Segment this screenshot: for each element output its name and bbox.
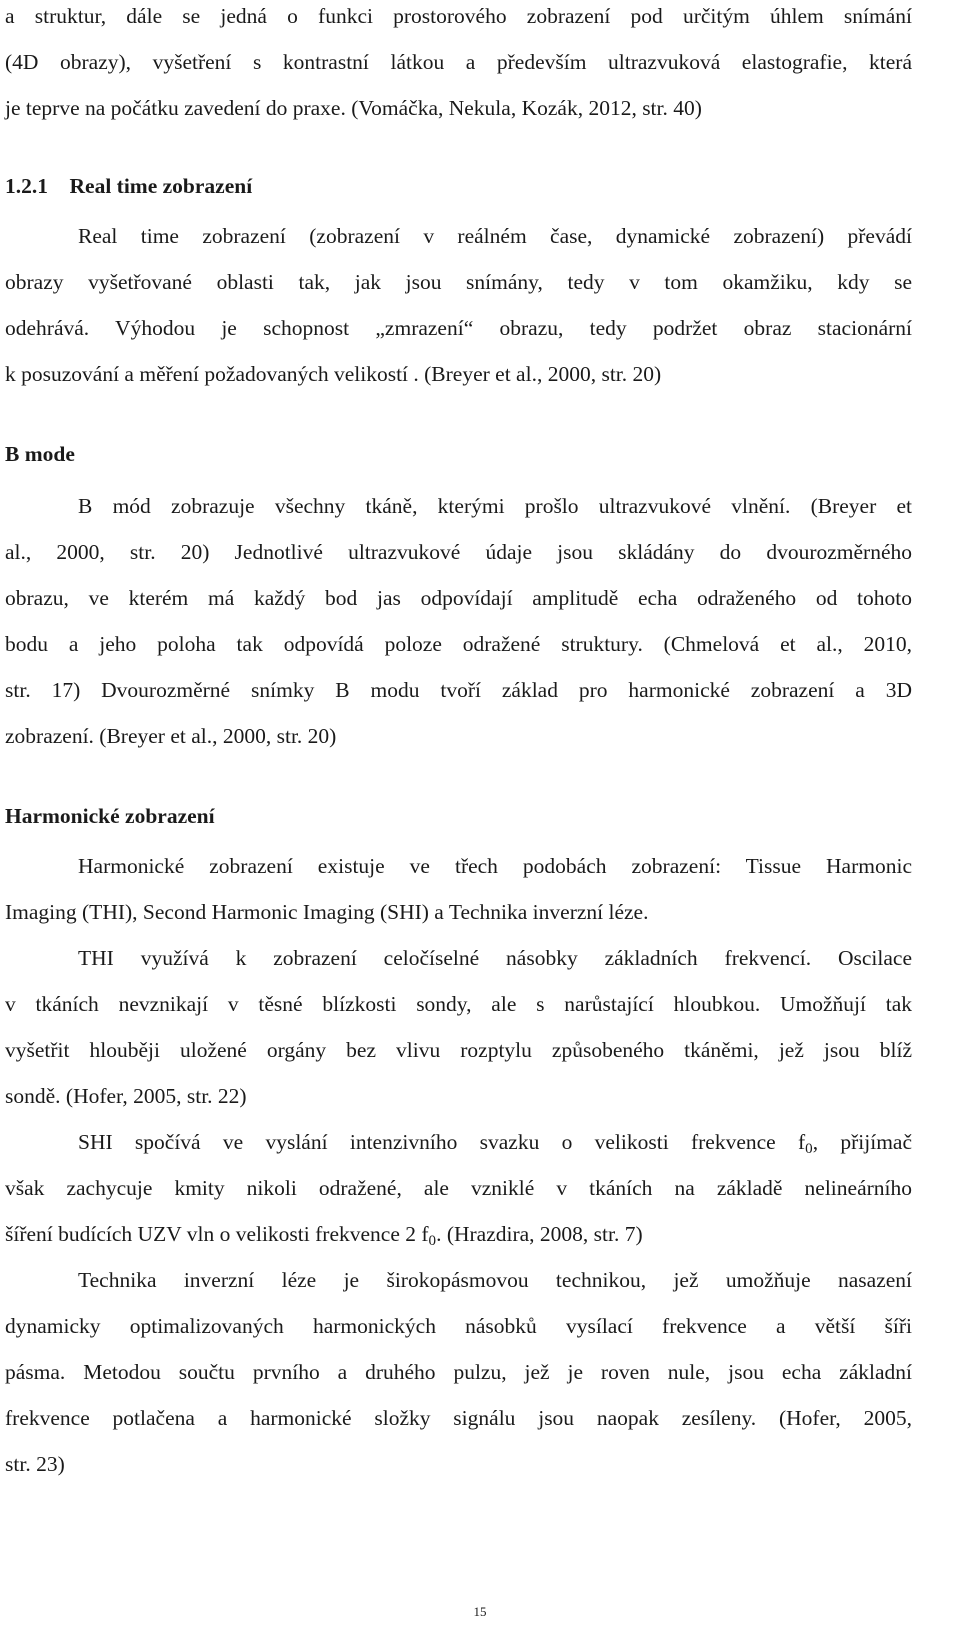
paragraph-line: str. 23) bbox=[5, 1452, 65, 1476]
paragraph-line bbox=[5, 1220, 912, 1248]
paragraph-line: sondě. (Hofer, 2005, str. 22) bbox=[5, 1084, 247, 1108]
text-fragment: , přijímač bbox=[812, 1130, 913, 1154]
paragraph-line: bodu a jeho poloha tak odpovídá poloze odražené struktury. (Chmelová et al., 2010, bbox=[5, 632, 912, 656]
subscript: 0 bbox=[805, 1140, 813, 1157]
subscript: 0 bbox=[428, 1232, 437, 1249]
page-number: 15 bbox=[473, 1604, 487, 1619]
paragraph-line: v tkáních nevznikají v těsné blízkosti sondy, ale s narůstající hloubkou. Umožňují tak bbox=[5, 992, 912, 1016]
paragraph-line: dynamicky optimalizovaných harmonických násobků vysílací frekvence a větší šíři bbox=[5, 1314, 912, 1338]
paragraph-line: al., 2000, str. 20) Jednotlivé ultrazvukové údaje jsou skládány do dvourozměrného bbox=[5, 540, 912, 564]
section-heading-bmode: B mode bbox=[5, 442, 75, 466]
paragraph-line: vyšetřit hlouběji uložené orgány bez vlivu rozptylu způsobeného tkáněmi, jež jsou blíž bbox=[5, 1038, 912, 1062]
paragraph-line: obrazu, ve kterém má každý bod jas odpovídají amplitudě echa odraženého od tohoto bbox=[5, 586, 912, 610]
paragraph-line: je teprve na počátku zavedení do praxe. (Vomáčka, Nekula, Kozák, 2012, str. 40) bbox=[5, 96, 702, 120]
paragraph-line: str. 17) Dvourozměrné snímky B modu tvoří základ pro harmonické zobrazení a 3D bbox=[5, 678, 912, 702]
text-fragment: . (Hrazdira, 2008, str. 7) bbox=[436, 1222, 643, 1246]
paragraph-line: frekvence potlačena a harmonické složky signálu jsou naopak zesíleny. (Hofer, 2005, bbox=[5, 1406, 912, 1430]
text-fragment: SHI spočívá ve vyslání intenzivního svazku o velikosti frekvence f bbox=[78, 1130, 806, 1154]
paragraph-line: pásma. Metodou součtu prvního a druhého pulzu, jež je roven nule, jsou echa základní bbox=[5, 1360, 912, 1384]
paragraph-line: však zachycuje kmity nikoli odražené, ale vzniklé v tkáních na základě nelineárního bbox=[5, 1176, 912, 1200]
paragraph-line: k posuzování a měření požadovaných velikostí . (Breyer et al., 2000, str. 20) bbox=[5, 362, 662, 386]
paragraph-line: Imaging (THI), Second Harmonic Imaging (SHI) a Technika inverzní léze. bbox=[5, 900, 649, 924]
paragraph-line: THI využívá k zobrazení celočíselné násobky základních frekvencí. Oscilace bbox=[78, 946, 912, 970]
paragraph-line: zobrazení. (Breyer et al., 2000, str. 20) bbox=[5, 724, 337, 748]
paragraph-line: a struktur, dále se jedná o funkci prostorového zobrazení pod určitým úhlem snímání bbox=[5, 4, 912, 28]
paragraph-line: (4D obrazy), vyšetření s kontrastní látkou a především ultrazvuková elastografie, která bbox=[5, 50, 912, 74]
paragraph-line: Real time zobrazení (zobrazení v reálném čase, dynamické zobrazení) převádí bbox=[78, 224, 912, 248]
section-heading-realtime: 1.2.1 Real time zobrazení bbox=[5, 174, 253, 198]
paragraph-line: Harmonické zobrazení existuje ve třech podobách zobrazení: Tissue Harmonic bbox=[78, 854, 912, 878]
paragraph-line: Technika inverzní léze je širokopásmovou technikou, jež umožňuje nasazení bbox=[78, 1268, 912, 1292]
paragraph-line: obrazy vyšetřované oblasti tak, jak jsou snímány, tedy v tom okamžiku, kdy se bbox=[5, 270, 912, 294]
text-fragment: šíření budících UZV vln o velikosti frekvence 2 f bbox=[5, 1222, 429, 1246]
paragraph-line: odehrává. Výhodou je schopnost „zmrazení“ obrazu, tedy podržet obraz stacionární bbox=[5, 316, 912, 340]
section-heading-harmonic: Harmonické zobrazení bbox=[5, 804, 215, 828]
paragraph-line: B mód zobrazuje všechny tkáně, kterými prošlo ultrazvukové vlnění. (Breyer et bbox=[78, 494, 912, 518]
paragraph-line bbox=[78, 1128, 912, 1156]
